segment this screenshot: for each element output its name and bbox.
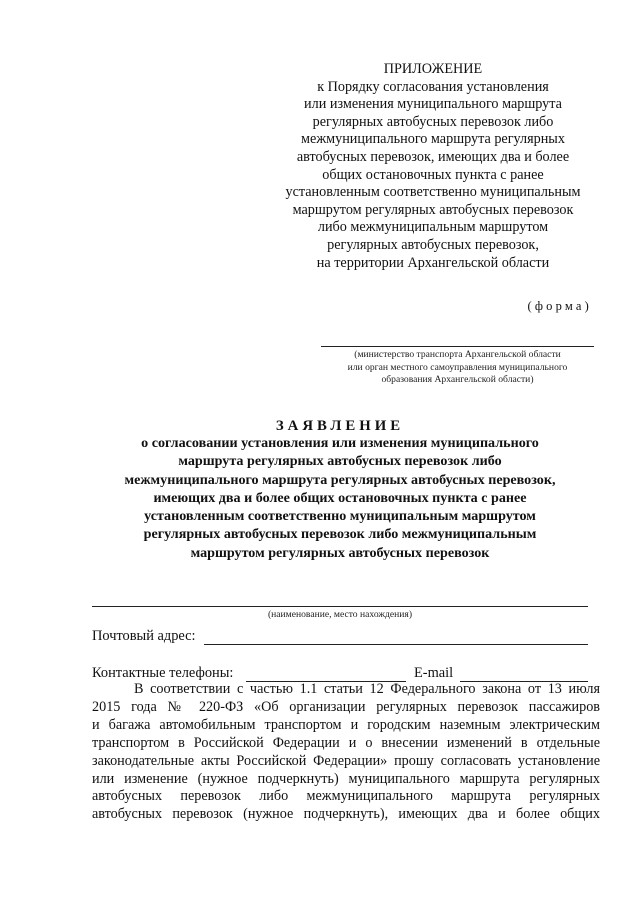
subject-line: маршрутом регулярных автобусных перевозок: [190, 544, 490, 561]
appendix-line: к Порядку согласования установления: [317, 78, 549, 95]
form-label: (форма): [527, 299, 592, 313]
appendix-line: общих остановочных пункта с ранее: [322, 166, 544, 183]
subject-line: регулярных автобусных перевозок либо межмуниципальным: [143, 526, 537, 543]
ministry-caption-line: образования Архангельской области): [381, 374, 534, 386]
postal-address-row: [92, 627, 592, 647]
appendix-header: [268, 61, 598, 272]
appendix-line: установленным соответственно муниципальным: [285, 184, 581, 201]
appendix-line: или изменения муниципального маршрута: [304, 96, 562, 113]
appendix-line: автобусных перевозок, имеющих два и более: [296, 148, 570, 165]
subject-line: установленным соответственно муниципальным маршрутом: [144, 508, 536, 525]
body-line: и багажа автомобильным транспортом и городским наземным электрическим: [92, 716, 600, 733]
subject-line: маршрута регулярных автобусных перевозок либо: [178, 453, 502, 470]
body-line: или изменение (нужное подчеркнуть) муниципального маршрута регулярных: [92, 770, 600, 787]
appendix-line: на территории Архангельской области: [316, 254, 550, 271]
appendix-line: регулярных автобусных перевозок либо: [312, 113, 554, 130]
postal-address-fill-line[interactable]: [204, 643, 588, 645]
body-paragraph: [92, 681, 600, 824]
subject-line: межмуниципального маршрута регулярных автобусных перевозок,: [124, 471, 556, 488]
body-line: В соответствии с частью 1.1 статьи 12 Федерального закона от 13 июля: [134, 681, 600, 697]
phones-label: Контактные телефоны:: [92, 665, 234, 681]
appendix-line: либо межмуниципальным маршрутом: [317, 219, 549, 236]
ministry-caption-line: (министерство транспорта Архангельской области: [354, 349, 561, 360]
appendix-line: межмуниципального маршрута регулярных: [301, 131, 565, 148]
body-line: транспортом в Российской Федерации и о внесении изменений в отдельные: [92, 734, 600, 751]
email-label: E-mail: [414, 665, 454, 681]
document-subject: [70, 434, 610, 562]
body-line: автобусных перевозок либо межмуниципального маршрута регулярных: [92, 788, 600, 805]
applicant-name-caption: (наименование, место нахождения): [267, 609, 413, 620]
subject-line: имеющих два и более общих остановочных пункта с ранее: [153, 489, 527, 506]
postal-address-label: Почтовый адрес:: [92, 628, 196, 644]
body-line: законодательные акты Российской Федерации» прошу согласовать установление: [92, 752, 600, 769]
appendix-line: маршрутом регулярных автобусных перевозок: [292, 201, 574, 218]
document-title: ЗАЯВЛЕНИЕ: [275, 418, 405, 434]
ministry-fill-line[interactable]: [321, 346, 594, 347]
ministry-caption-line: или орган местного самоуправления муниципального: [347, 361, 568, 373]
body-line: 2015 года № 220-ФЗ «Об организации регулярных перевозок пассажиров: [92, 698, 600, 715]
body-line: автобусных перевозок (нужное подчеркнуть), имеющих два и более общих: [92, 806, 600, 823]
subject-line: о согласовании установления или изменения муниципального: [141, 435, 539, 451]
applicant-name-fill-line[interactable]: [92, 606, 588, 607]
ministry-caption: [321, 349, 594, 387]
appendix-line: регулярных автобусных перевозок,: [327, 236, 539, 253]
appendix-heading: ПРИЛОЖЕНИЕ: [383, 61, 483, 77]
